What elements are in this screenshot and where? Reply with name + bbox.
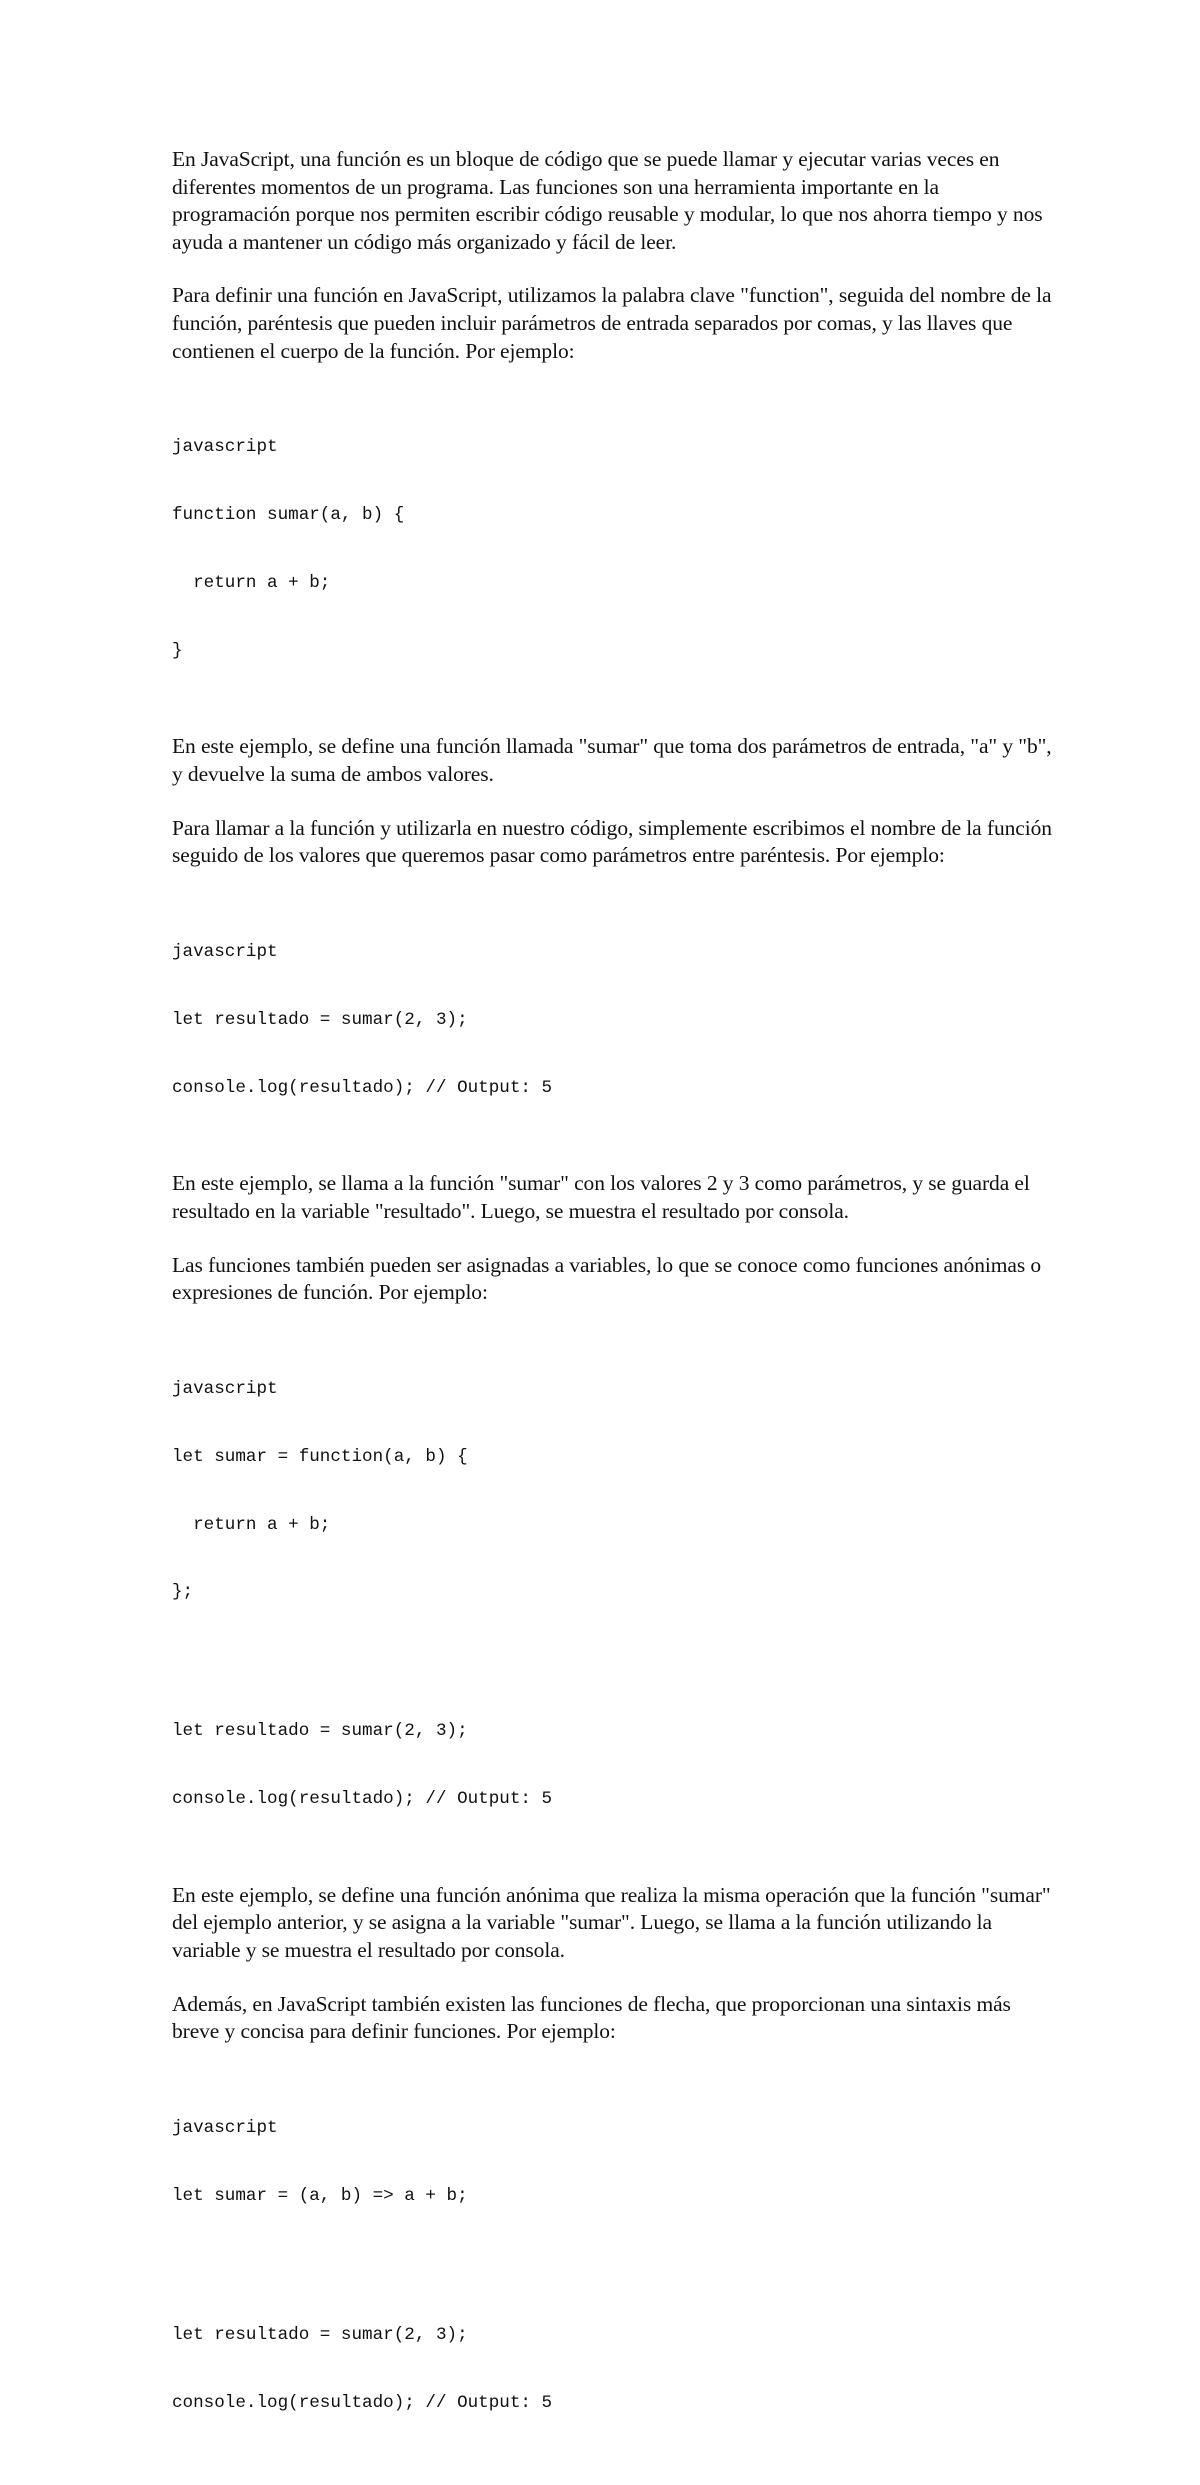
code-line: javascript <box>172 942 278 963</box>
code-block-arrow-function <box>172 2072 1052 2253</box>
code-line: javascript <box>172 437 278 458</box>
code-line: } <box>172 640 183 661</box>
code-line: javascript <box>172 1378 278 1399</box>
code-line: console.log(resultado); // Output: 5 <box>172 1789 553 1810</box>
code-block-arrow-function-call <box>172 2279 1052 2460</box>
code-line: let resultado = sumar(2, 3); <box>172 2324 468 2345</box>
paragraph-call-function: Para llamar a la función y utilizarla en nuestro código, simplemente escribimos el nombre de la función seguido de los valores que queremos pasar como parámetros entre paréntesis. Por ejemplo: <box>172 815 1058 868</box>
code-block-function-declaration <box>172 391 1052 707</box>
code-line: return a + b; <box>172 572 331 593</box>
code-line: console.log(resultado); // Output: 5 <box>172 1077 553 1098</box>
code-line: return a + b; <box>172 1514 331 1535</box>
code-line: let resultado = sumar(2, 3); <box>172 1009 468 1030</box>
code-line: javascript <box>172 2117 278 2138</box>
code-line: let resultado = sumar(2, 3); <box>172 1721 468 1742</box>
paragraph-explain-call: En este ejemplo, se llama a la función "sumar" con los valores 2 y 3 como parámetros, y se guarda el resultado en la variable "resultado". Luego, se muestra el resultado por consola. <box>172 1171 1036 1223</box>
paragraph-intro: En JavaScript, una función es un bloque de código que se puede llamar y ejecutar varias veces en diferentes momentos de un programa. Las funciones son una herramienta importante en la programación porque nos permiten escribir código reusable y modular, lo que nos ahorra tiempo y nos ayuda a mantener un código más organizado y fácil de leer. <box>172 147 1048 254</box>
paragraph-define-function: Para definir una función en JavaScript, utilizamos la palabra clave "function", seguida del nombre de la función, paréntesis que pueden incluir parámetros de entrada separados por comas, y las llaves que contienen el cuerpo de la función. Por ejemplo: <box>172 283 1057 363</box>
paragraph-explain-declaration: En este ejemplo, se define una función llamada "sumar" que toma dos parámetros de entrada, "a" y "b", y devuelve la suma de ambos valores. <box>172 734 1057 787</box>
code-line: let sumar = function(a, b) { <box>172 1446 468 1467</box>
code-line: console.log(resultado); // Output: 5 <box>172 2392 553 2413</box>
code-line: let sumar = (a, b) => a + b; <box>172 2185 468 2206</box>
document-body <box>172 146 1058 2485</box>
code-block-function-call <box>172 896 1052 1145</box>
code-block-function-expression-call <box>172 1675 1052 1856</box>
code-block-function-expression <box>172 1333 1052 1649</box>
code-line: }; <box>172 1582 194 1603</box>
code-line: function sumar(a, b) { <box>172 505 405 526</box>
paragraph-arrow-functions: Además, en JavaScript también existen las funciones de flecha, que proporcionan una sintaxis más breve y concisa para definir funciones. Por ejemplo: <box>172 1991 1017 2044</box>
paragraph-anonymous-functions: Las funciones también pueden ser asignadas a variables, lo que se conoce como funciones anónimas o expresiones de función. Por ejemplo: <box>172 1252 1047 1305</box>
paragraph-explain-anonymous: En este ejemplo, se define una función anónima que realiza la misma operación que la función "sumar" del ejemplo anterior, y se asigna a la variable "sumar". Luego, se llama a la función utilizando la variable y se muestra el resultado por consola. <box>172 1882 1056 1962</box>
